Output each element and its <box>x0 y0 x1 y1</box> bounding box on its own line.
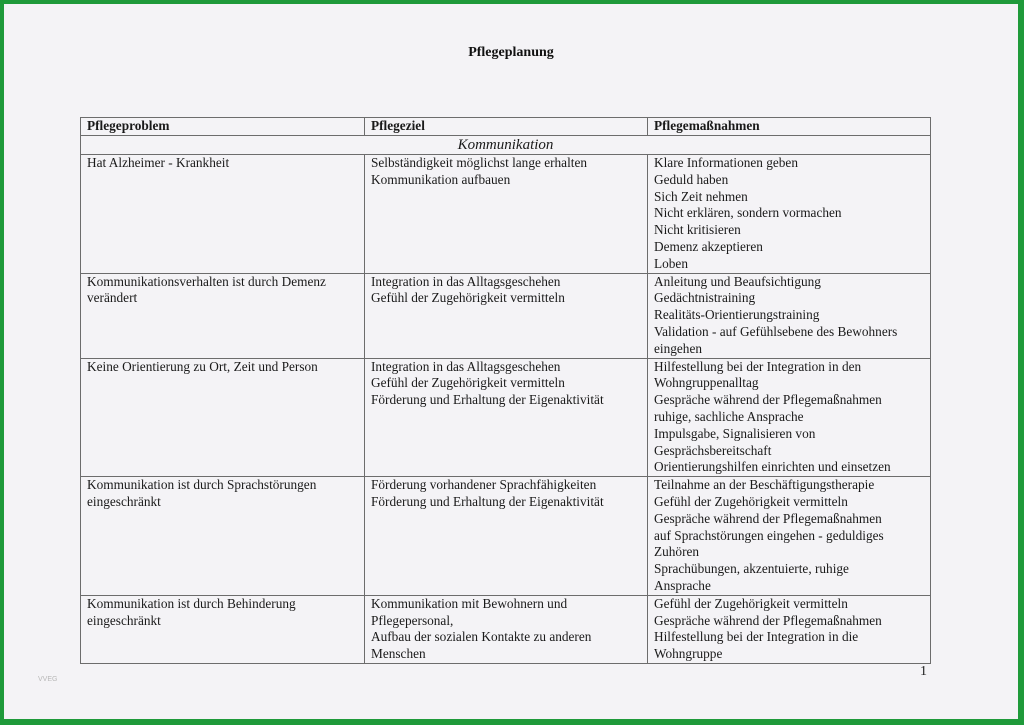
cell-line: Kommunikation ist durch Sprachstörungen <box>87 477 317 493</box>
cell-line: eingehen <box>654 340 702 356</box>
cell-goal <box>365 595 648 663</box>
cell-problem <box>81 273 365 358</box>
page-number: 1 <box>920 664 927 679</box>
cell-line: Zuhören <box>654 544 700 560</box>
cell-line: Nicht kritisieren <box>654 222 741 238</box>
column-header-goal: Pflegeziel <box>365 118 648 136</box>
cell-line: Impulsgabe, Signalisieren von <box>654 425 816 441</box>
cell-line: Gespräche während der Pflegemaßnahmen <box>654 510 882 526</box>
cell-line: Anleitung und Beaufsichtigung <box>654 273 821 289</box>
table-row <box>81 273 931 358</box>
cell-line: Kommunikationsverhalten ist durch Demenz <box>87 273 326 289</box>
cell-line: Gesprächsbereitschaft <box>654 442 772 458</box>
cell-line: Sprachübungen, akzentuierte, ruhige <box>654 561 849 577</box>
cell-line: Kommunikation mit Bewohnern und <box>371 595 568 611</box>
cell-measures <box>648 358 931 477</box>
cell-line: Aufbau der sozialen Kontakte zu anderen <box>371 629 592 645</box>
cell-line: Kommunikation ist durch Behinderung <box>87 595 296 611</box>
cell-goal <box>365 155 648 274</box>
cell-goal <box>365 273 648 358</box>
table-row <box>81 595 931 663</box>
cell-line: Validation - auf Gefühlsebene des Bewohners <box>654 323 898 339</box>
cell-line: Gefühl der Zugehörigkeit vermitteln <box>654 493 848 509</box>
column-header-measures: Pflegemaßnahmen <box>648 118 931 136</box>
cell-measures <box>648 477 931 596</box>
cell-line: auf Sprachstörungen eingehen - geduldiges <box>654 527 884 543</box>
cell-line: Loben <box>654 255 688 271</box>
cell-measures <box>648 595 931 663</box>
cell-line: Klare Informationen geben <box>654 155 798 170</box>
cell-goal <box>365 477 648 596</box>
document-page <box>4 4 1018 719</box>
cell-line: Geduld haben <box>654 171 729 187</box>
cell-line: Realitäts-Orientierungstraining <box>654 307 820 323</box>
cell-problem <box>81 477 365 596</box>
cell-line: Gespräche während der Pflegemaßnahmen <box>654 392 882 408</box>
table-row <box>81 477 931 596</box>
cell-line: Wohngruppenalltag <box>654 375 759 391</box>
table-row <box>81 358 931 477</box>
cell-line: ruhige, sachliche Ansprache <box>654 408 804 424</box>
cell-line: Kommunikation aufbauen <box>371 171 511 187</box>
cell-line: Wohngruppe <box>654 646 723 662</box>
cell-line: Gefühl der Zugehörigkeit vermitteln <box>371 375 565 391</box>
page-title: Pflegeplanung <box>468 45 554 60</box>
cell-line: Förderung und Erhaltung der Eigenaktivität <box>371 493 604 509</box>
cell-line: Nicht erklären, sondern vormachen <box>654 205 842 221</box>
cell-measures <box>648 155 931 274</box>
cell-line: Integration in das Alltagsgeschehen <box>371 358 561 374</box>
cell-problem <box>81 155 365 274</box>
cell-line: verändert <box>87 290 138 306</box>
cell-line: Demenz akzeptieren <box>654 238 763 254</box>
cell-line: eingeschränkt <box>87 493 161 509</box>
table-header-row <box>81 118 931 136</box>
table-row <box>81 155 931 274</box>
cell-line: Hat Alzheimer - Krankheit <box>87 155 230 170</box>
cell-line: Förderung vorhandener Sprachfähigkeiten <box>371 477 597 493</box>
cell-line: eingeschränkt <box>87 612 161 628</box>
cell-line: Gefühl der Zugehörigkeit vermitteln <box>371 290 565 306</box>
section-title: Kommunikation <box>81 136 931 155</box>
cell-problem <box>81 595 365 663</box>
cell-problem <box>81 358 365 477</box>
cell-line: Selbständigkeit möglichst lange erhalten <box>371 155 588 170</box>
cell-line: Orientierungshilfen einrichten und einsetzen <box>654 459 891 475</box>
section-row <box>81 136 931 155</box>
cell-measures <box>648 273 931 358</box>
cell-line: Hilfestellung bei der Integration in die <box>654 629 859 645</box>
cell-line: Gedächtnistraining <box>654 290 756 306</box>
cell-line: Gespräche während der Pflegemaßnahmen <box>654 612 882 628</box>
cell-line: Sich Zeit nehmen <box>654 188 748 204</box>
cell-line: Menschen <box>371 646 426 662</box>
footer-mark: VVEG <box>38 676 58 683</box>
care-plan-table <box>80 117 931 664</box>
cell-line: Pflegepersonal, <box>371 612 454 628</box>
cell-line: Hilfestellung bei der Integration in den <box>654 358 862 374</box>
cell-line: Teilnahme an der Beschäftigungstherapie <box>654 477 875 493</box>
cell-goal <box>365 358 648 477</box>
cell-line: Gefühl der Zugehörigkeit vermitteln <box>654 595 848 611</box>
cell-line: Integration in das Alltagsgeschehen <box>371 273 561 289</box>
cell-line: Keine Orientierung zu Ort, Zeit und Person <box>87 358 318 374</box>
cell-line: Ansprache <box>654 577 711 593</box>
column-header-problem: Pflegeproblem <box>81 118 365 136</box>
cell-line: Förderung und Erhaltung der Eigenaktivität <box>371 392 604 408</box>
